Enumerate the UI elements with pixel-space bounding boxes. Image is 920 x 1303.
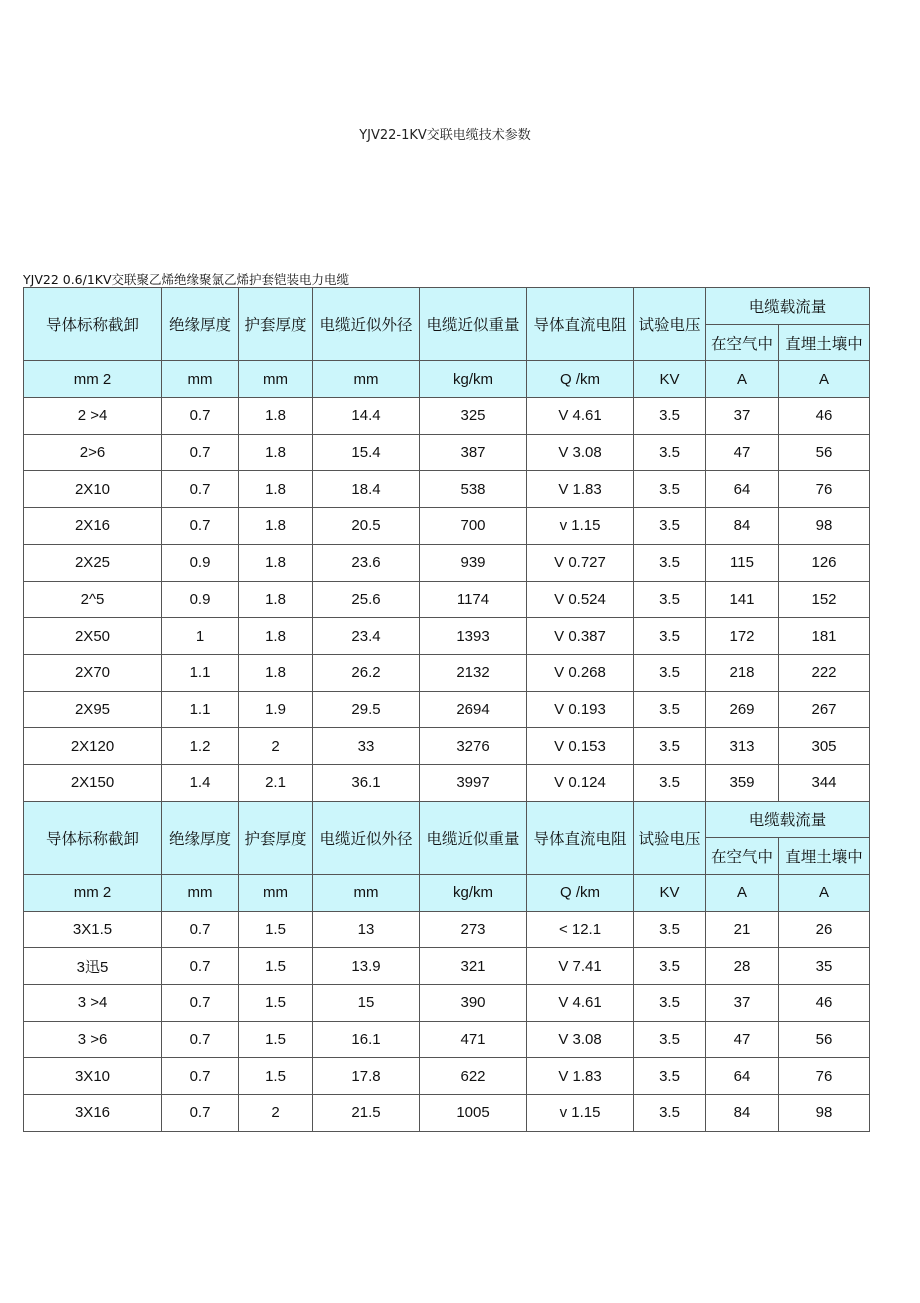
table-cell: 76 [779,471,870,508]
table-cell: 3X1.5 [24,911,162,948]
table-cell: 471 [420,1021,527,1058]
table-cell: 76 [779,1058,870,1095]
table-cell: 1.5 [239,985,313,1022]
table-cell: V 0.524 [527,581,634,618]
table-cell: 2>6 [24,434,162,471]
table-cell: V 4.61 [527,398,634,435]
table-cell: 3.5 [634,508,706,545]
table-cell: 2 [239,1095,313,1132]
table-cell: 538 [420,471,527,508]
table-cell: 1.2 [162,728,239,765]
table-cell: 3.5 [634,1021,706,1058]
table-cell: 64 [706,471,779,508]
header-test-voltage: 试验电压 [634,288,706,361]
table-cell: 16.1 [313,1021,420,1058]
table-cell: 21.5 [313,1095,420,1132]
table-caption: YJV22 0.6/1KV交联聚乙烯绝缘聚氯乙烯护套铠装电力电缆 [23,272,350,287]
table-cell: 3 >6 [24,1021,162,1058]
table-cell: 0.9 [162,544,239,581]
table-cell: 18.4 [313,471,420,508]
table-cell: 222 [779,654,870,691]
table-cell: V 0.727 [527,544,634,581]
table-cell: V 0.387 [527,618,634,655]
table-cell: 21 [706,911,779,948]
table-cell: 37 [706,398,779,435]
table-cell: 141 [706,581,779,618]
table-row [24,1095,870,1132]
table-cell: 1.8 [239,581,313,618]
document-title: YJV22-1KV交联电缆技术参数 [359,128,531,143]
table-cell: 0.7 [162,911,239,948]
table-row [24,948,870,985]
table-cell: 3.5 [634,691,706,728]
unit-soil: A [779,875,870,912]
table-row [24,911,870,948]
table-cell: 13.9 [313,948,420,985]
table-cell: 3.5 [634,1095,706,1132]
table-cell: 3.5 [634,1058,706,1095]
table-cell: 2X70 [24,654,162,691]
unit-air: A [706,361,779,398]
table-cell: 2X16 [24,508,162,545]
table-cell: 0.7 [162,1095,239,1132]
table-cell: 1174 [420,581,527,618]
table-cell: 36.1 [313,764,420,801]
table-cell: 3.5 [634,985,706,1022]
table-cell: 218 [706,654,779,691]
table-row [24,618,870,655]
table-cell: 3.5 [634,911,706,948]
table-cell: V 0.193 [527,691,634,728]
table-cell: 2X120 [24,728,162,765]
header-insulation: 绝缘厚度 [162,801,239,874]
table-cell: 3.5 [634,544,706,581]
unit-sheath: mm [239,875,313,912]
header-diameter: 电缆近似外径 [313,288,420,361]
table-cell: 0.7 [162,1021,239,1058]
unit-insulation: mm [162,875,239,912]
table-cell: 1.8 [239,398,313,435]
table-row [24,398,870,435]
table-cell: 2X50 [24,618,162,655]
table-cell: v 1.15 [527,508,634,545]
header-test-voltage: 试验电压 [634,801,706,874]
header-section: 导体标称截卸 [24,288,162,361]
table-row [24,434,870,471]
table-cell: 3迅5 [24,948,162,985]
table-cell: 2X150 [24,764,162,801]
table-cell: V 7.41 [527,948,634,985]
table-cell: 0.7 [162,508,239,545]
table-cell: 3.5 [634,471,706,508]
table-cell: V 0.153 [527,728,634,765]
table-cell: 1.8 [239,434,313,471]
table-cell: 115 [706,544,779,581]
table-cell: 387 [420,434,527,471]
table-row [24,654,870,691]
table-cell: 98 [779,508,870,545]
table-cell: 1.8 [239,508,313,545]
table-cell: V 3.08 [527,434,634,471]
table-cell: 98 [779,1095,870,1132]
table-cell: 622 [420,1058,527,1095]
table-cell: 25.6 [313,581,420,618]
table-cell: 2.1 [239,764,313,801]
table-row [24,985,870,1022]
table-cell: 939 [420,544,527,581]
table-cell: 2^5 [24,581,162,618]
table-cell: 172 [706,618,779,655]
unit-weight: kg/km [420,361,527,398]
table-cell: 0.9 [162,581,239,618]
table-cell: 321 [420,948,527,985]
table-cell: 47 [706,1021,779,1058]
table-cell: 0.7 [162,1058,239,1095]
table-cell: 390 [420,985,527,1022]
table-cell: V 1.83 [527,1058,634,1095]
table-cell: 3.5 [634,948,706,985]
table-cell: V 4.61 [527,985,634,1022]
table-cell: 15 [313,985,420,1022]
unit-soil: A [779,361,870,398]
table-cell: 46 [779,398,870,435]
table-cell: 2X95 [24,691,162,728]
table-cell: 152 [779,581,870,618]
cable-spec-table [23,287,870,1132]
table-cell: 3X16 [24,1095,162,1132]
table-cell: 14.4 [313,398,420,435]
table-cell: 64 [706,1058,779,1095]
table-cell: 3 >4 [24,985,162,1022]
unit-sheath: mm [239,361,313,398]
table-cell: 2132 [420,654,527,691]
table-cell: 29.5 [313,691,420,728]
units-row [24,361,870,398]
header-diameter: 电缆近似外径 [313,801,420,874]
unit-section: mm 2 [24,361,162,398]
table-cell: 325 [420,398,527,435]
unit-resistance: Q /km [527,361,634,398]
table-cell: 3276 [420,728,527,765]
unit-diameter: mm [313,875,420,912]
table-cell: 56 [779,434,870,471]
unit-diameter: mm [313,361,420,398]
table-row [24,581,870,618]
table-cell: 359 [706,764,779,801]
table-cell: 1 [162,618,239,655]
table-cell: 26.2 [313,654,420,691]
table-cell: 1.8 [239,654,313,691]
header-in-soil: 直埋土壤中 [779,324,870,361]
unit-test-voltage: KV [634,361,706,398]
header-section: 导体标称截卸 [24,801,162,874]
table-cell: 181 [779,618,870,655]
table-cell: 1.5 [239,948,313,985]
table-cell: 13 [313,911,420,948]
table-cell: 2X10 [24,471,162,508]
table-row [24,1021,870,1058]
table-cell: 267 [779,691,870,728]
table-row [24,544,870,581]
table-cell: 1.8 [239,544,313,581]
header-ampacity: 电缆载流量 [706,801,870,838]
table-cell: 305 [779,728,870,765]
table-cell: 700 [420,508,527,545]
table-cell: 1.5 [239,911,313,948]
table-cell: 1.4 [162,764,239,801]
table-cell: 37 [706,985,779,1022]
header-weight: 电缆近似重量 [420,288,527,361]
table-cell: 47 [706,434,779,471]
table-cell: 3997 [420,764,527,801]
table-cell: 84 [706,508,779,545]
table-cell: 2X25 [24,544,162,581]
table-cell: 1.8 [239,471,313,508]
table-cell: 0.7 [162,398,239,435]
table-cell: 3.5 [634,434,706,471]
table-row [24,508,870,545]
table-cell: V 0.124 [527,764,634,801]
header-resistance: 导体直流电阻 [527,288,634,361]
table-cell: 15.4 [313,434,420,471]
table-cell: 46 [779,985,870,1022]
table-cell: 33 [313,728,420,765]
unit-air: A [706,875,779,912]
table-cell: 0.7 [162,434,239,471]
table-cell: 2694 [420,691,527,728]
unit-weight: kg/km [420,875,527,912]
table-cell: 1005 [420,1095,527,1132]
table-row [24,691,870,728]
table-cell: 2 [239,728,313,765]
table-cell: 17.8 [313,1058,420,1095]
table-cell: < 12.1 [527,911,634,948]
table-cell: V 1.83 [527,471,634,508]
table-cell: 20.5 [313,508,420,545]
header-in-soil: 直埋土壤中 [779,838,870,875]
unit-test-voltage: KV [634,875,706,912]
header-sheath: 护套厚度 [239,801,313,874]
header-in-air: 在空气中 [706,838,779,875]
table-cell: 1.8 [239,618,313,655]
table-cell: 26 [779,911,870,948]
table-cell: 35 [779,948,870,985]
unit-section: mm 2 [24,875,162,912]
table-cell: 313 [706,728,779,765]
header-resistance: 导体直流电阻 [527,801,634,874]
table-cell: 1.1 [162,691,239,728]
table-cell: 3X10 [24,1058,162,1095]
table-cell: 344 [779,764,870,801]
table-cell: 1393 [420,618,527,655]
table-cell: 28 [706,948,779,985]
table-cell: 3.5 [634,728,706,765]
table-cell: 3.5 [634,618,706,655]
header-in-air: 在空气中 [706,324,779,361]
unit-resistance: Q /km [527,875,634,912]
table-cell: 0.7 [162,948,239,985]
table-cell: 269 [706,691,779,728]
table-cell: 3.5 [634,764,706,801]
table-cell: 273 [420,911,527,948]
table-row [24,471,870,508]
table-cell: 126 [779,544,870,581]
header-weight: 电缆近似重量 [420,801,527,874]
table-cell: v 1.15 [527,1095,634,1132]
table-cell: 0.7 [162,985,239,1022]
table-cell: 3.5 [634,398,706,435]
header-insulation: 绝缘厚度 [162,288,239,361]
table-cell: 3.5 [634,581,706,618]
table-cell: 1.1 [162,654,239,691]
table-cell: 1.5 [239,1058,313,1095]
table-cell: 23.6 [313,544,420,581]
table-cell: 1.9 [239,691,313,728]
table-cell: V 3.08 [527,1021,634,1058]
table-row [24,728,870,765]
table-cell: 84 [706,1095,779,1132]
header-ampacity: 电缆载流量 [706,288,870,325]
table-cell: 56 [779,1021,870,1058]
table-cell: 3.5 [634,654,706,691]
table-cell: 2 >4 [24,398,162,435]
table-cell: 1.5 [239,1021,313,1058]
table-row [24,1058,870,1095]
table-cell: 23.4 [313,618,420,655]
units-row [24,875,870,912]
table-cell: 0.7 [162,471,239,508]
table-cell: V 0.268 [527,654,634,691]
header-sheath: 护套厚度 [239,288,313,361]
table-row [24,764,870,801]
unit-insulation: mm [162,361,239,398]
